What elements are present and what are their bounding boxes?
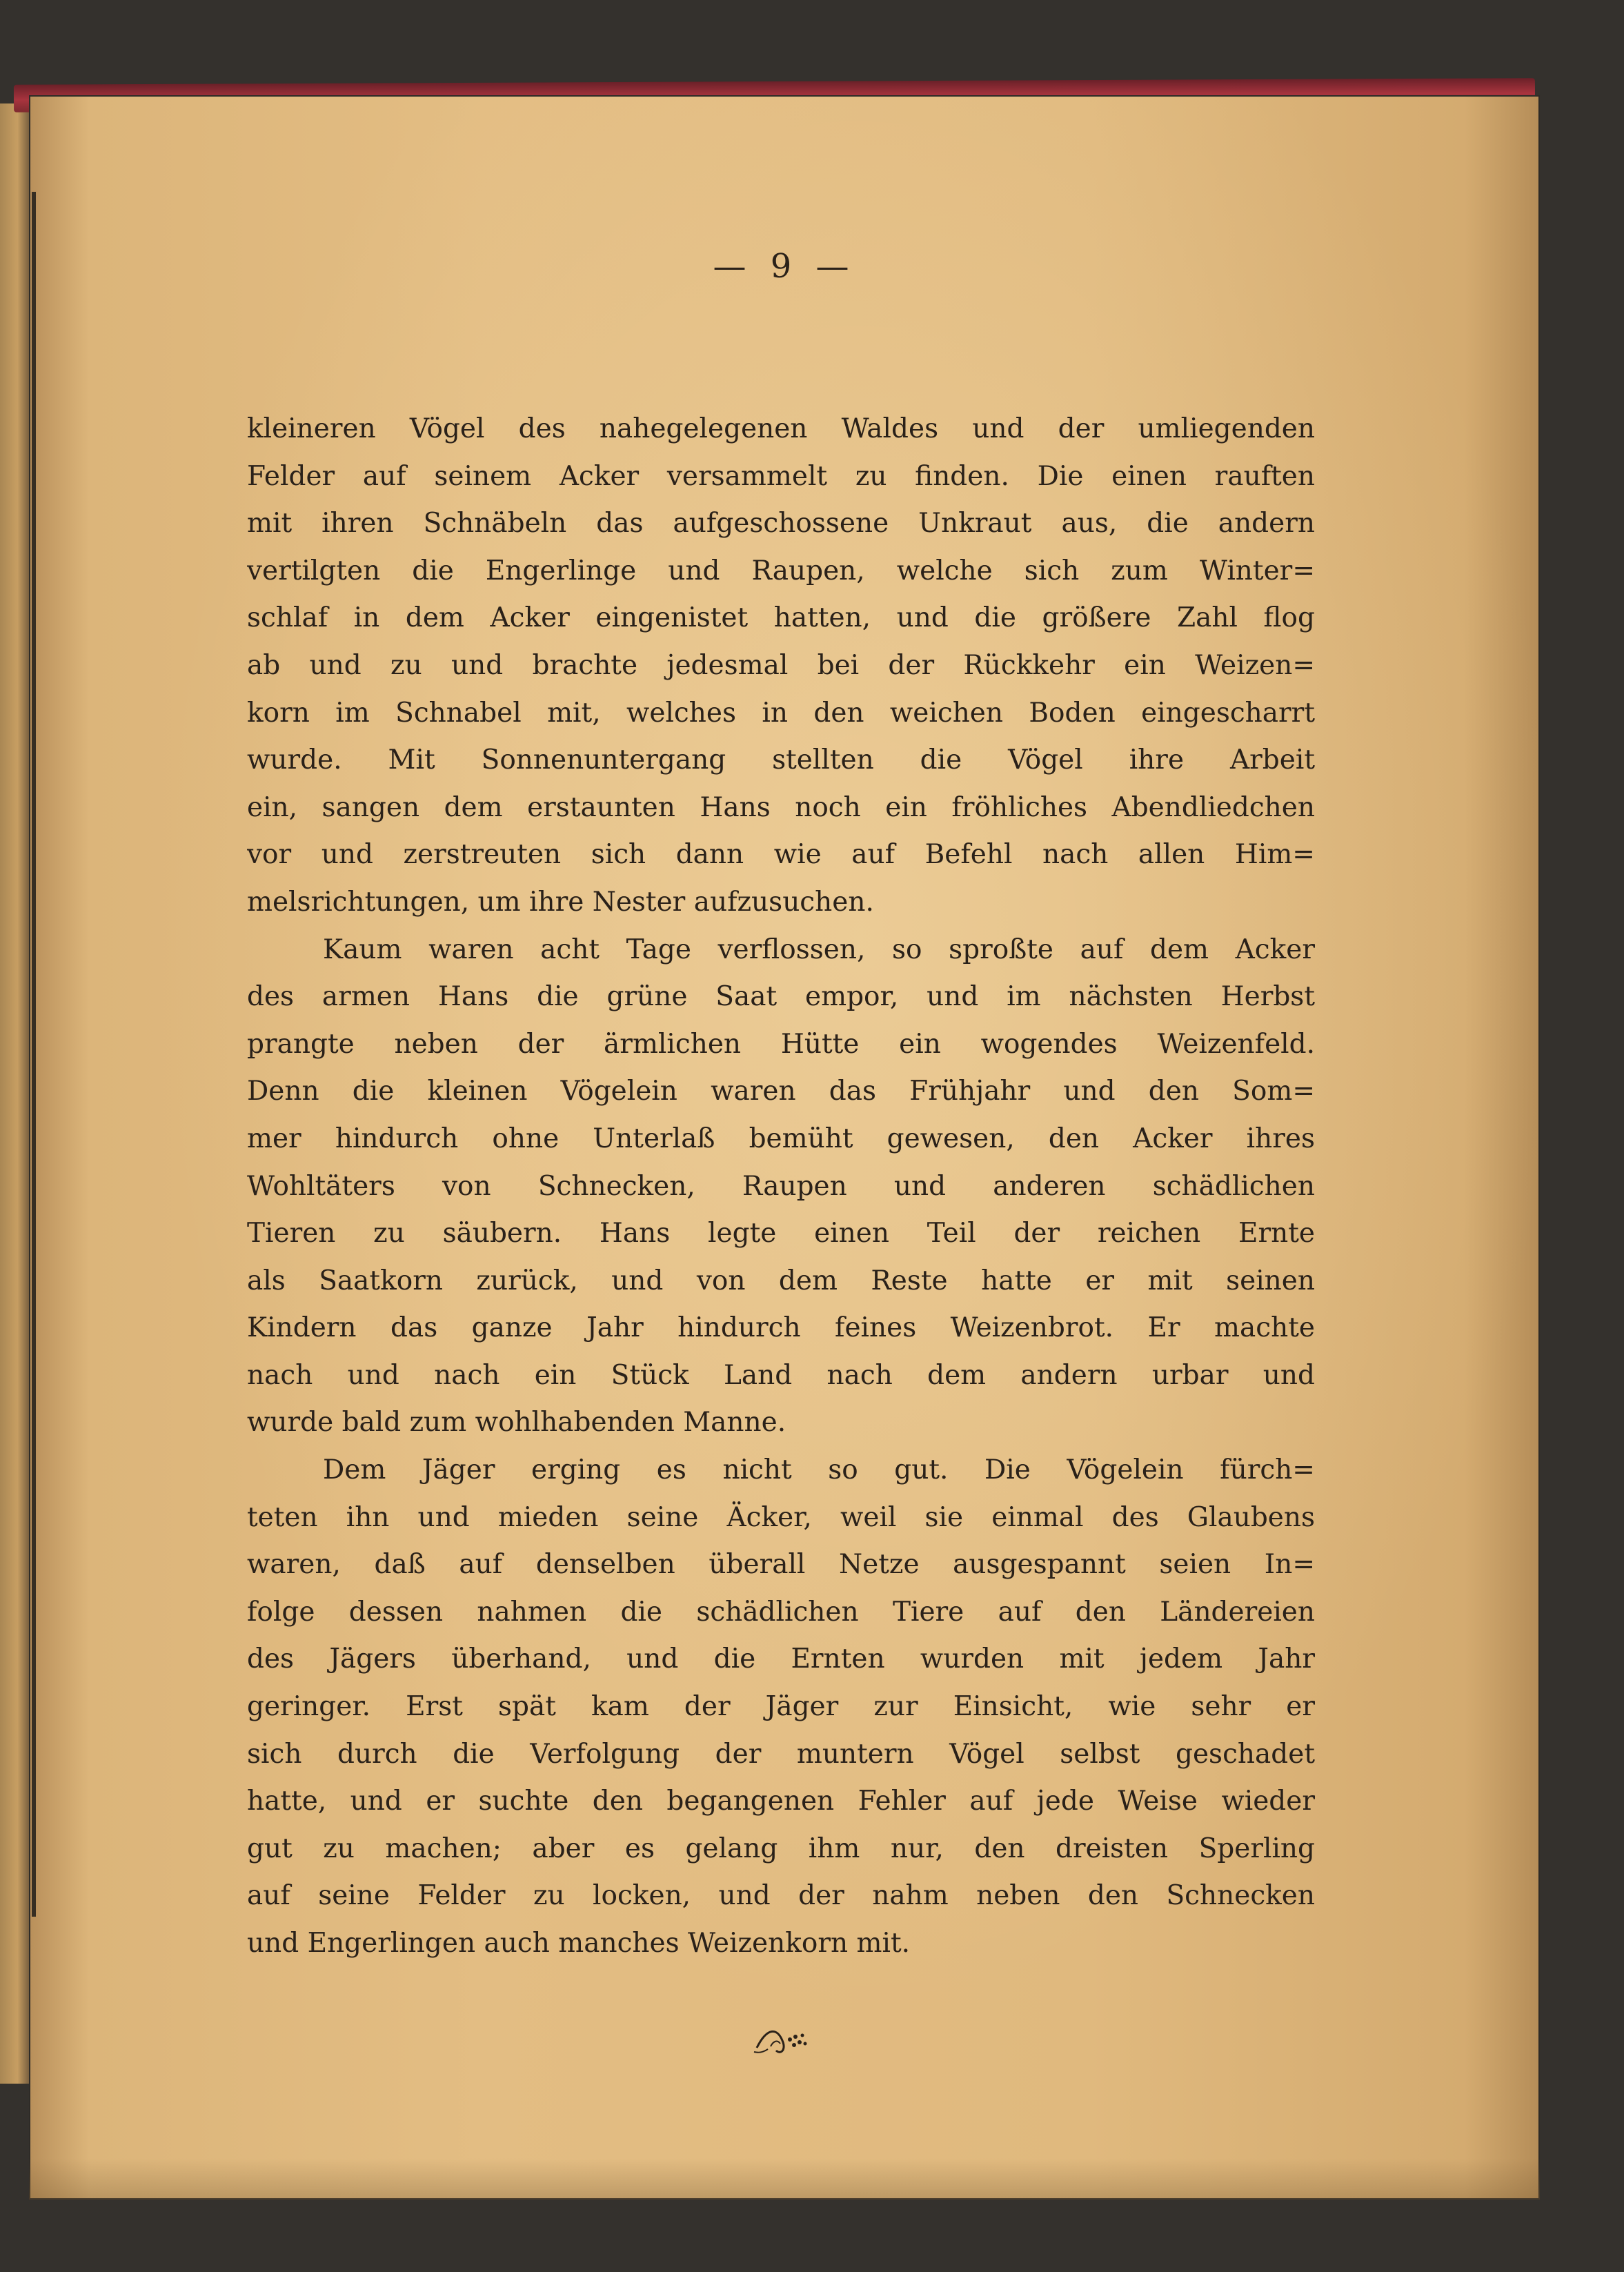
- text-line: Denn die kleinen Vögelein waren das Frühjahr und den Som=: [247, 1076, 1315, 1107]
- text-line: vertilgten die Engerlinge und Raupen, welche sich zum Winter=: [247, 555, 1315, 586]
- text-line: und Engerlingen auch manches Weizenkorn mit.: [247, 1928, 911, 1959]
- text-line: Tieren zu säubern. Hans legte einen Teil der reichen Ernte: [247, 1218, 1315, 1249]
- facing-page-edge: [0, 103, 29, 2084]
- text-line: wurde bald zum wohlhabenden Manne.: [247, 1407, 786, 1439]
- paragraph: [247, 406, 1315, 927]
- text-line: nach und nach ein Stück Land nach dem andern urbar und: [247, 1359, 1315, 1391]
- page-number: — 9 —: [713, 247, 856, 286]
- text-line: Kaum waren acht Tage verflossen, so sproßte auf dem Acker: [323, 934, 1315, 965]
- text-line: Felder auf seinem Acker versammelt zu finden. Die einen rauften: [247, 460, 1315, 492]
- text-line: mer hindurch ohne Unterlaß bemüht gewesen, den Acker ihres: [247, 1123, 1315, 1154]
- text-line: wurde. Mit Sonnenuntergang stellten die Vögel ihre Arbeit: [247, 744, 1315, 776]
- text-line: geringer. Erst spät kam der Jäger zur Einsicht, wie sehr er: [247, 1691, 1315, 1723]
- text-line: waren, daß auf denselben überall Netze ausgespannt seien In=: [247, 1549, 1315, 1581]
- text-line: prangte neben der ärmlichen Hütte ein wogendes Weizenfeld.: [247, 1028, 1315, 1060]
- page-shadow: [29, 2158, 1540, 2200]
- text-line: als Saatkorn zurück, und von dem Reste hatte er mit seinen: [247, 1265, 1315, 1296]
- text-line: hatte, und er suchte den begangenen Fehler auf jede Weise wieder: [247, 1786, 1315, 1817]
- text-line: auf seine Felder zu locken, und der nahm neben den Schnecken: [247, 1880, 1315, 1912]
- ornament: [29, 2020, 1540, 2064]
- text-line: des armen Hans die grüne Saat empor, und im nächsten Herbst: [247, 981, 1315, 1013]
- text-line: des Jägers überhand, und die Ernten wurden mit jedem Jahr: [247, 1643, 1315, 1675]
- floral-vignette-icon: [750, 2020, 819, 2062]
- body-text: [247, 406, 1315, 1968]
- page-gutter: [32, 192, 36, 1917]
- paragraph: [247, 1447, 1315, 1968]
- text-line: Wohltäters von Schnecken, Raupen und anderen schädlichen: [247, 1170, 1315, 1202]
- text-line: kleineren Vögel des nahegelegenen Waldes und der umliegenden: [247, 413, 1315, 444]
- book-page: [29, 95, 1540, 2200]
- text-line: Kindern das ganze Jahr hindurch feines Weizenbrot. Er machte: [247, 1312, 1315, 1344]
- text-line: vor und zerstreuten sich dann wie auf Befehl nach allen Him=: [247, 839, 1315, 871]
- text-line: folge dessen nahmen die schädlichen Tiere auf den Ländereien: [247, 1596, 1315, 1628]
- paragraph: [247, 927, 1315, 1448]
- text-line: Dem Jäger erging es nicht so gut. Die Vögelein fürch=: [323, 1454, 1315, 1486]
- text-line: sich durch die Verfolgung der muntern Vögel selbst geschadet: [247, 1738, 1315, 1770]
- text-line: teten ihn und mieden seine Äcker, weil sie einmal des Glaubens: [247, 1501, 1315, 1533]
- text-line: melsrichtungen, um ihre Nester aufzusuchen.: [247, 886, 874, 918]
- text-line: ein, sangen dem erstaunten Hans noch ein fröhliches Abendliedchen: [247, 791, 1315, 823]
- text-line: gut zu machen; aber es gelang ihm nur, den dreisten Sperling: [247, 1833, 1315, 1864]
- text-line: korn im Schnabel mit, welches in den weichen Boden eingescharrt: [247, 697, 1315, 729]
- text-line: mit ihren Schnäbeln das aufgeschossene Unkraut aus, die andern: [247, 508, 1315, 540]
- text-line: ab und zu und brachte jedesmal bei der Rückkehr ein Weizen=: [247, 649, 1315, 681]
- text-line: schlaf in dem Acker eingenistet hatten, und die größere Zahl flog: [247, 602, 1315, 634]
